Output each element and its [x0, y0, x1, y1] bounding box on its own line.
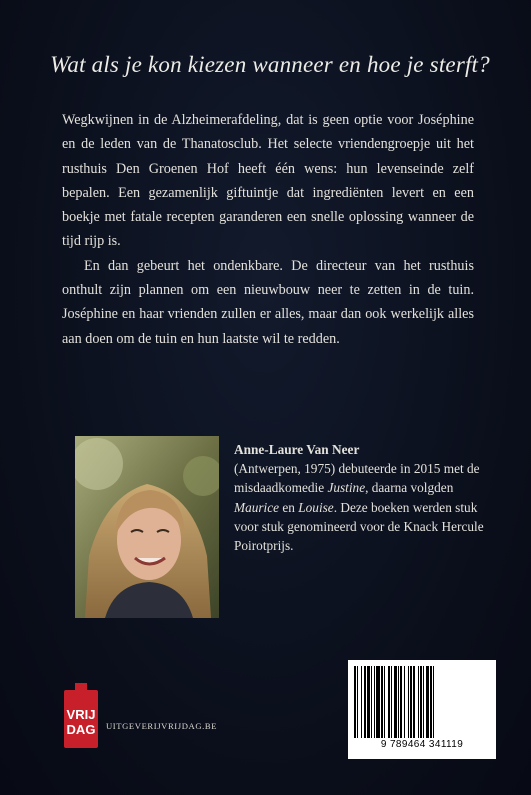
tagline: Wat als je kon kiezen wanneer en hoe je sterft?: [50, 52, 490, 77]
logo-line-1: VRIJ: [66, 707, 96, 722]
blurb-paragraph-2: En dan gebeurt het ondenkbare. De directeur van het rusthuis onthult zijn plannen om een nieuwbouw neer te zetten in de tuin. Joséphine en haar vrienden zullen er alles, maar dan ook werkelijk alles aan doen om de tuin en hun laatste wil te redden.: [62, 257, 474, 347]
logo-line-2: DAG: [66, 722, 96, 737]
isbn-number: 9 789464 341119: [380, 739, 464, 750]
bio-text-2: , daarna volgden: [365, 480, 454, 496]
barcode: [348, 660, 496, 759]
author-bio: [234, 440, 484, 555]
book-title-maurice: Maurice: [234, 499, 280, 515]
bio-text-4: . Deze boeken werden stuk voor stuk genomineerd voor de Knack Hercule Poirotprijs.: [234, 499, 484, 554]
book-title-justine: Justine: [327, 480, 366, 496]
blurb-paragraph-1: Wegkwijnen in de Alzheimerafdeling, dat is geen optie voor Joséphine en de leden van de Thanatosclub. Het selecte vriendengroepje uit het rusthuis Den Groenen Hof heeft één wens: hun levenseinde zelf bepalen. Een gezamenlijk giftuintje dat ingrediënten levert en een boekje met fatale recepten garanderen een snelle oplossing wanneer de tijd rijp is.: [62, 112, 474, 250]
publisher-website: UITGEVERIJVRIJDAG.BE: [106, 721, 218, 731]
bio-text-3: en: [279, 499, 299, 515]
blurb-text: [62, 108, 474, 351]
author-photo: [75, 436, 219, 618]
book-title-louise: Louise: [298, 499, 334, 515]
barcode-bars: [354, 666, 490, 738]
publisher-logo: [64, 690, 98, 748]
bio-text-1: (Antwerpen, 1975) debuteerde in 2015 met de misdaadkomedie: [234, 461, 480, 496]
author-name: Anne-Laure Van Neer: [234, 442, 360, 457]
